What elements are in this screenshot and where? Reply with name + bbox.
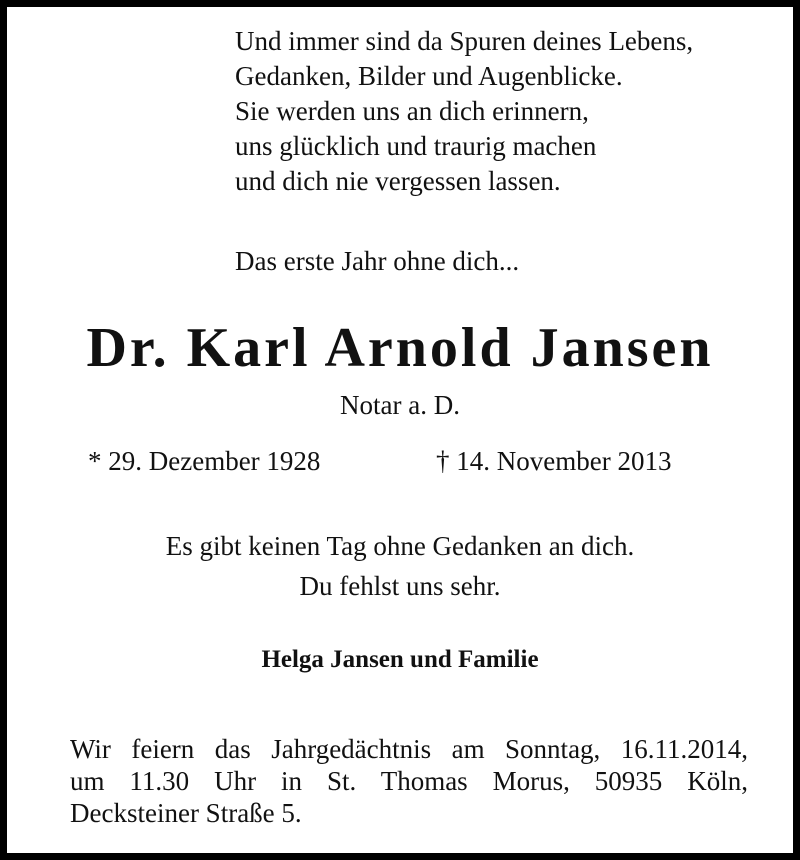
remembrance-message xyxy=(0,526,800,606)
intro-line: Das erste Jahr ohne dich... xyxy=(235,246,520,276)
memorial-poem xyxy=(235,24,775,199)
poem-line: und dich nie vergessen lassen. xyxy=(235,166,561,196)
death-date: † 14. November 2013 xyxy=(436,446,672,476)
notice-line: Wir feiern das Jahrgedächtnis am Sonntag, 16.11.2014, xyxy=(70,734,748,764)
message-line: Du fehlst uns sehr. xyxy=(299,571,501,601)
poem-line: uns glücklich und traurig machen xyxy=(235,131,597,161)
anniversary-notice xyxy=(70,733,748,829)
birth-date: * 29. Dezember 1928 xyxy=(88,446,321,476)
family-signature: Helga Jansen und Familie xyxy=(261,646,539,673)
message-line: Es gibt keinen Tag ohne Gedanken an dich. xyxy=(165,531,635,561)
poem-line: Gedanken, Bilder und Augenblicke. xyxy=(235,61,623,91)
notice-line: um 11.30 Uhr in St. Thomas Morus, 50935 Köln, xyxy=(70,766,748,796)
notice-line: Decksteiner Straße 5. xyxy=(70,798,302,828)
poem-line: Sie werden uns an dich erinnern, xyxy=(235,96,589,126)
deceased-title: Notar a. D. xyxy=(340,390,460,420)
deceased-name: Dr. Karl Arnold Jansen xyxy=(86,317,714,379)
poem-line: Und immer sind da Spuren deines Lebens, xyxy=(235,26,694,56)
